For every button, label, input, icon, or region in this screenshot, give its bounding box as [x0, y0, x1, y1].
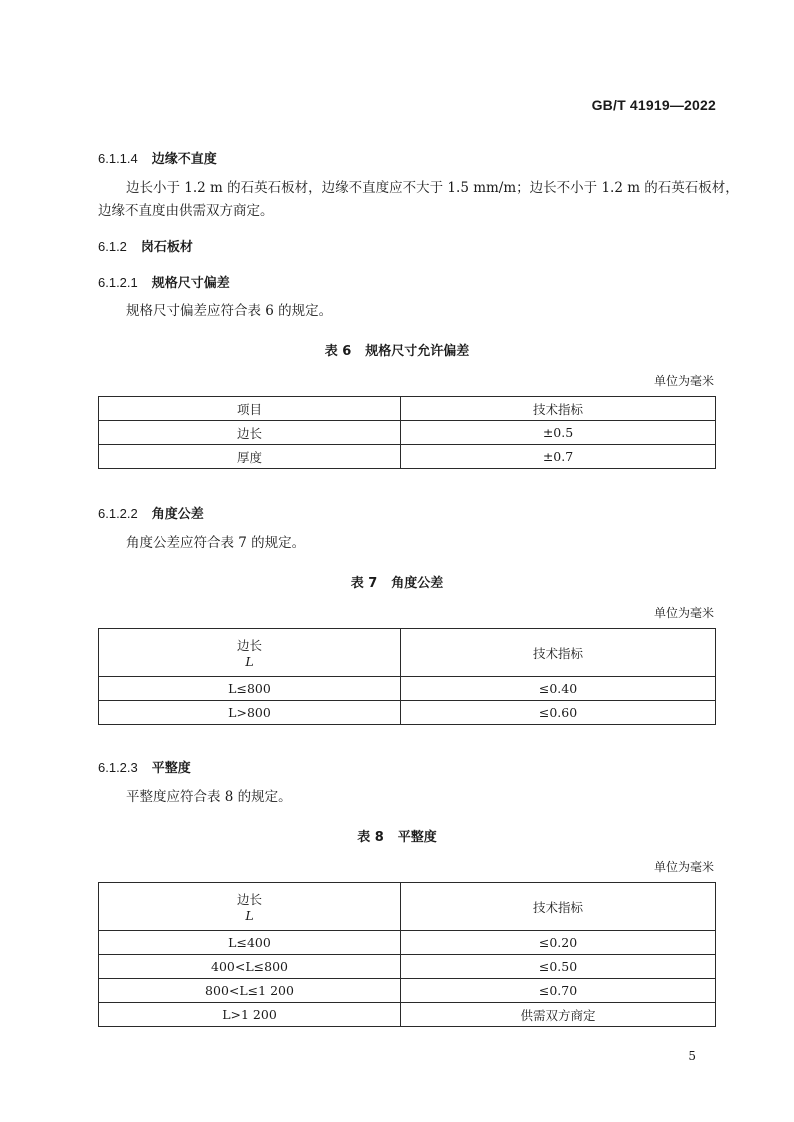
table-row: [99, 1003, 716, 1027]
clause-6-1-2-1-heading: [98, 272, 230, 291]
header-cell: 技术指标: [401, 883, 716, 931]
table-cell: ±0.5: [401, 421, 716, 445]
table-cell: L≤400: [99, 931, 401, 955]
clause-title: 平整度: [151, 761, 191, 776]
table-header-row: [99, 883, 716, 931]
table-8-caption: [0, 826, 794, 845]
table-row: [99, 955, 716, 979]
clause-6-1-1-4-text-line2: 边缘不直度由供需双方商定。: [98, 203, 274, 219]
table-header-row: [99, 397, 716, 421]
clause-title: 岗石板材: [140, 240, 193, 255]
page-number: 5: [688, 1049, 696, 1063]
header-cell-edge-length: [99, 629, 401, 677]
table-6: [98, 396, 716, 469]
header-cell-edge-length: [99, 883, 401, 931]
clause-number: 6.1.2.1: [98, 275, 138, 290]
clause-6-1-2-2-text: 角度公差应符合表 7 的规定。: [126, 535, 306, 551]
header-cell: 技术指标: [401, 397, 716, 421]
table-8: [98, 882, 716, 1027]
table-6-caption: [0, 340, 794, 359]
table-row: [99, 445, 716, 469]
clause-6-1-2-2-heading: [98, 503, 204, 522]
table-row: [99, 421, 716, 445]
table-cell: ≤0.20: [401, 931, 716, 955]
table-6-unit: 单位为毫米: [653, 374, 714, 388]
header-cell: 项目: [99, 397, 401, 421]
table-cell: 供需双方商定: [401, 1003, 716, 1027]
table-cell: ≤0.40: [401, 677, 716, 701]
header-label: 边长: [236, 638, 262, 653]
clause-6-1-2-1-text: 规格尺寸偏差应符合表 6 的规定。: [126, 303, 333, 319]
table-title: 规格尺寸允许偏差: [365, 344, 470, 359]
table-title: 角度公差: [391, 576, 444, 591]
table-row: [99, 931, 716, 955]
clause-6-1-1-4-heading: [98, 148, 217, 167]
table-cell: L≤800: [99, 677, 401, 701]
table-cell: 400<L≤800: [99, 955, 401, 979]
clause-6-1-1-4-text-line1: 边长小于 1.2 m 的石英石板材，边缘不直度应不大于 1.5 mm/m；边长不小于 1.2 m 的石英石板材，: [126, 180, 739, 196]
table-title: 平整度: [397, 830, 437, 845]
table-cell: L>1 200: [99, 1003, 401, 1027]
table-label: 表 6: [324, 344, 352, 359]
table-cell: L>800: [99, 701, 401, 725]
clause-title: 角度公差: [151, 507, 204, 522]
clause-number: 6.1.2.2: [98, 506, 138, 521]
table-8-unit: 单位为毫米: [653, 860, 714, 874]
table-label: 表 8: [357, 830, 384, 845]
table-cell: ≤0.70: [401, 979, 716, 1003]
table-label: 表 7: [350, 576, 378, 591]
header-label: 边长: [236, 892, 262, 907]
table-cell: ±0.7: [401, 445, 716, 469]
table-7-caption: [0, 572, 794, 591]
header-cell: 技术指标: [401, 629, 716, 677]
table-cell: 厚度: [99, 445, 401, 469]
header-symbol: L: [245, 908, 254, 923]
clause-title: 边缘不直度: [151, 152, 217, 167]
table-row: [99, 677, 716, 701]
table-row: [99, 979, 716, 1003]
clause-number: 6.1.2: [98, 239, 127, 254]
header-symbol: L: [245, 654, 254, 669]
table-cell: ≤0.50: [401, 955, 716, 979]
table-cell: ≤0.60: [401, 701, 716, 725]
clause-number: 6.1.2.3: [98, 760, 138, 775]
table-header-row: [99, 629, 716, 677]
table-row: [99, 701, 716, 725]
clause-number: 6.1.1.4: [98, 151, 138, 166]
table-7: [98, 628, 716, 725]
table-cell: 边长: [99, 421, 401, 445]
standard-code: GB/T 41919—2022: [591, 97, 716, 113]
clause-6-1-2-3-text: 平整度应符合表 8 的规定。: [126, 789, 292, 805]
clause-title: 规格尺寸偏差: [151, 276, 230, 291]
table-cell: 800<L≤1 200: [99, 979, 401, 1003]
clause-6-1-2-3-heading: [98, 757, 191, 776]
table-7-unit: 单位为毫米: [653, 606, 714, 620]
clause-6-1-2-heading: [98, 236, 193, 255]
